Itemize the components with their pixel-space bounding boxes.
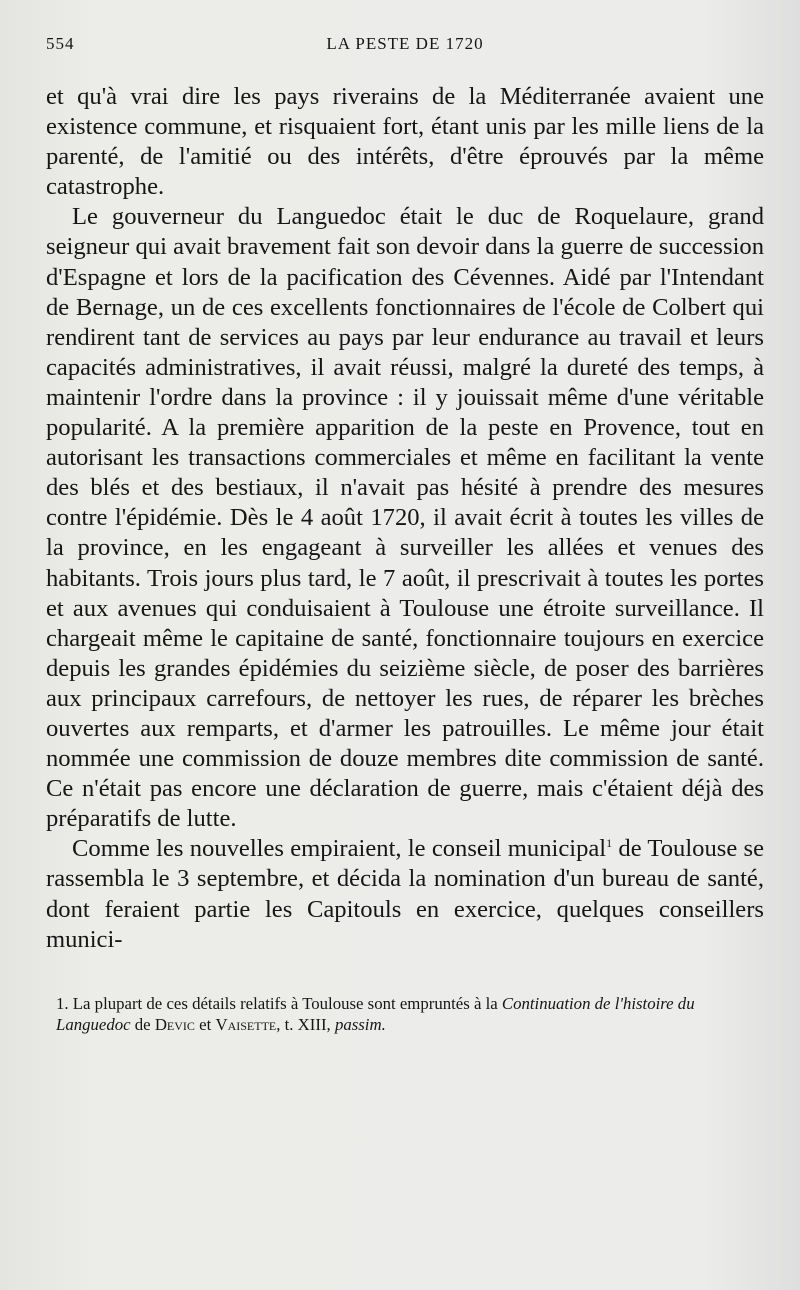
running-title: LA PESTE DE 1720 (326, 34, 484, 53)
footnote-text-et: et (194, 1014, 216, 1034)
footnote-author-devic: Devic (154, 1014, 195, 1034)
footnote-author-vaisette: Vaisette (215, 1014, 277, 1034)
paragraph-3 (46, 834, 764, 954)
paragraph-1: et qu'à vrai dire les pays riverains de la Méditerranée avaient une existence commune, et risquaient fort, étant unis par les mille liens de la parenté, de l'amitié ou des intérêts, d'être éprouvés par la même catastrophe. (46, 83, 764, 201)
footnote-text-start: La plupart de ces détails relatifs à Toulouse sont empruntés à la (68, 993, 502, 1013)
paragraph-3-rest: de Toulouse se rassembla le 3 septembre, et décida la nomination d'un bureau de santé, dont feraient partie les Capitouls en exercice, quelques conseillers munici- (46, 835, 764, 953)
footnote-text-de: de (130, 1014, 155, 1034)
footnote-book-title: Continuation de l'histoire du Languedoc (56, 993, 695, 1034)
running-header (46, 34, 764, 74)
body-text (46, 82, 764, 955)
footnote-number: 1. (56, 993, 69, 1013)
paragraph-2: Le gouverneur du Languedoc était le duc de Roquelaure, grand seigneur qui avait bravement fait son devoir dans la guerre de succession d'Espagne et lors de la pacification des Cévennes. Aidé par l'Intendant de Bernage, un de ces excellents fonctionnaires de l'école de Colbert qui rendirent tant de services au pays par leur endurance au travail et leurs capacités administratives, il avait réussi, malgré la dureté des temps, à maintenir l'ordre dans la province : il y jouissait même d'une véritable popularité. A la première apparition de la peste en Provence, tout en autorisant les transactions commerciales et même en facilitant la vente des blés et des bestiaux, il n'avait pas hésité à prendre des mesures contre l'épidémie. Dès le 4 août 1720, il avait écrit à toutes les villes de la province, en les engageant à surveiller les allées et venues des habitants. Trois jours plus tard, le 7 août, il prescrivait à toutes les portes et aux avenues qui conduisaient à Toulouse une étroite surveillance. Il chargeait même le capitaine de santé, fonctionnaire toujours en exercice depuis les grandes épidémies du seizième siècle, de poser des barrières aux principaux carrefours, de nettoyer les rues, de réparer les brèches ouvertes aux remparts, et d'armer les patrouilles. Le même jour était nommée une commission de douze membres dite commission de santé. Ce n'était pas encore une déclaration de guerre, mais c'étaient déjà des préparatifs de lutte. (46, 203, 764, 833)
footnote-volume: , t. XIII, (276, 1014, 335, 1034)
paragraph-3-start: Comme les nouvelles empiraient, le conseil municipal (72, 835, 607, 863)
footnote-marker: 1 (606, 836, 613, 851)
page-number: 554 (46, 34, 75, 53)
footnote (46, 993, 764, 1035)
footnote-passim: passim. (334, 1014, 386, 1034)
